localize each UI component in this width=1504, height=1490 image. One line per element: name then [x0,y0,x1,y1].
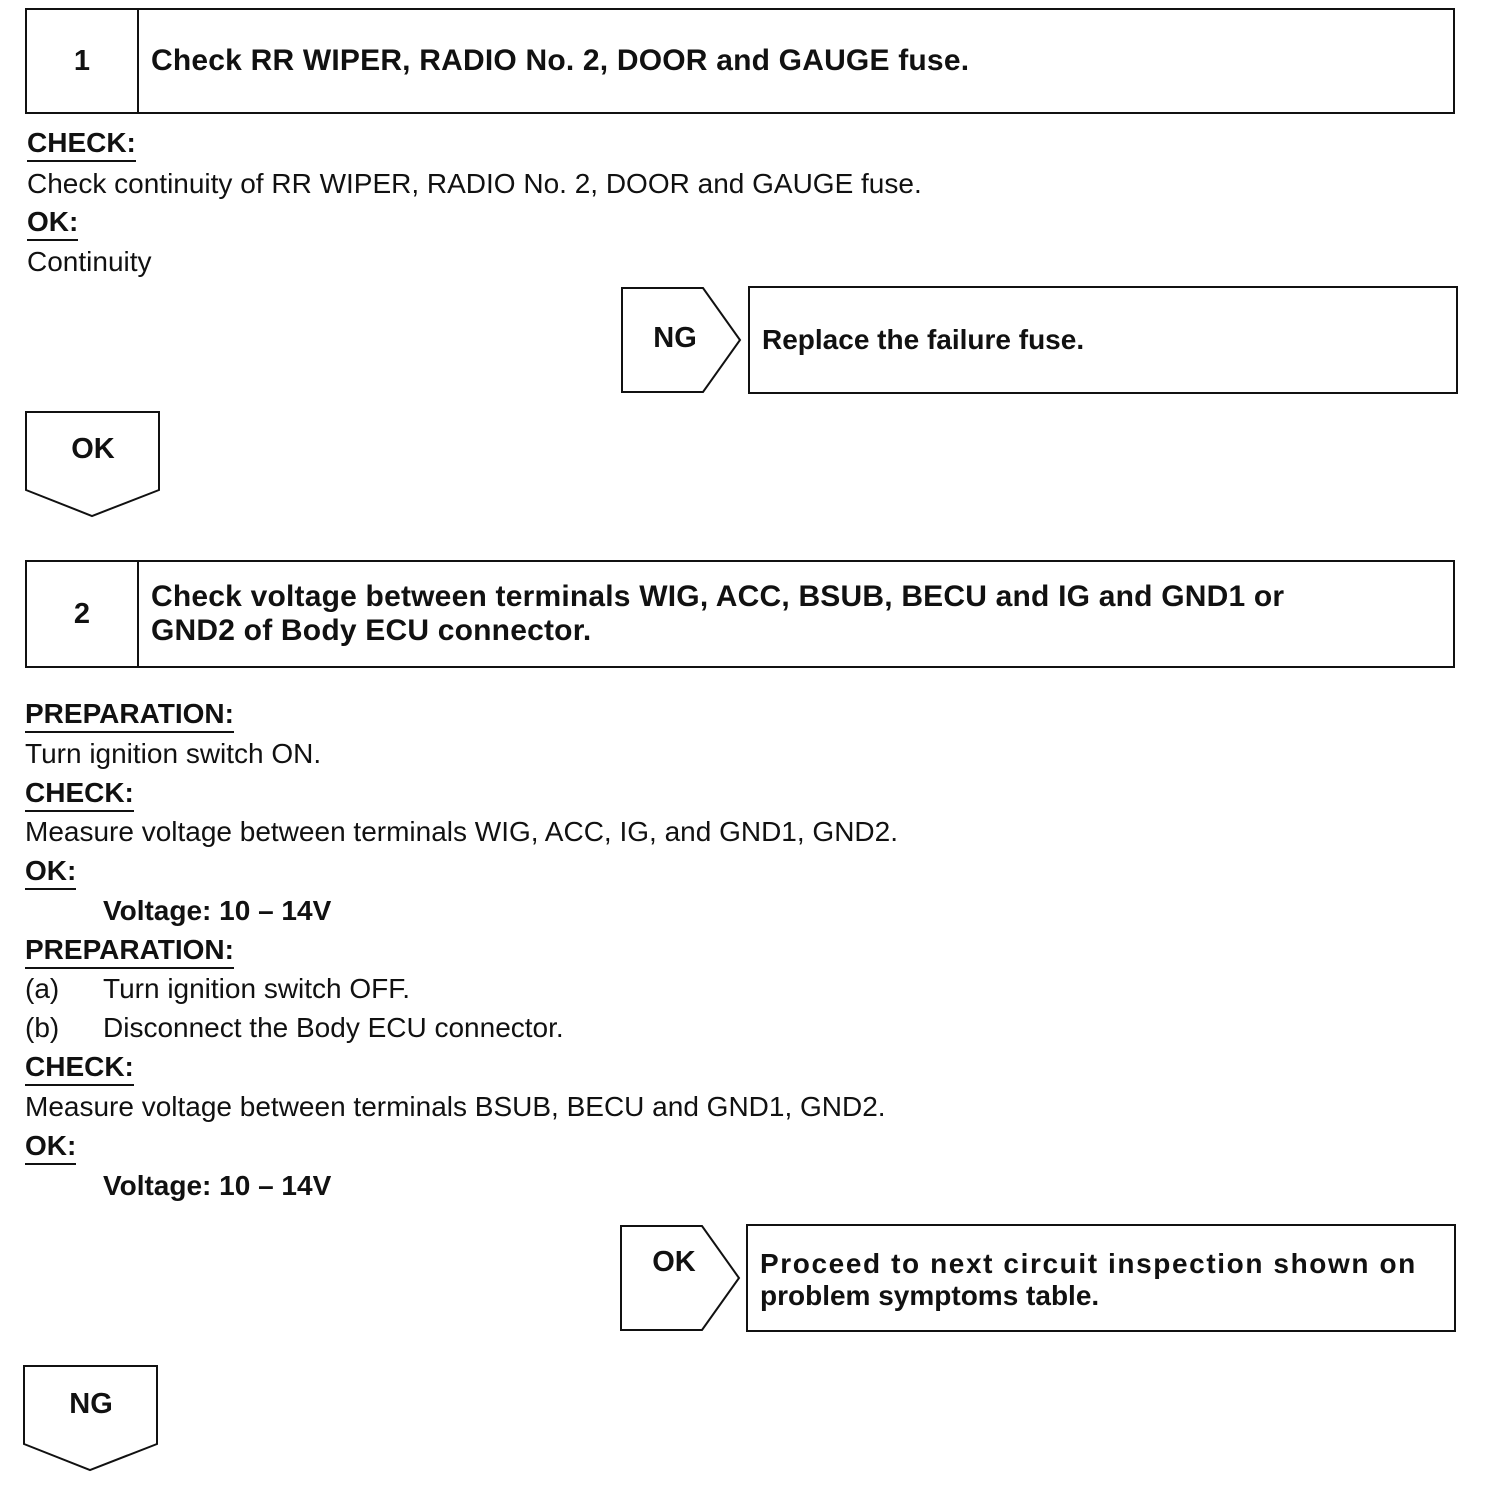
step-1-check-label: CHECK: [27,126,136,162]
step-2-ok1-label: OK: [25,854,76,890]
step-1-ng-action-box [748,286,1458,394]
step-1-ok-label: OK: [27,205,78,241]
step-2-prep2-item-b-marker: (b) [25,1012,60,1043]
step-2-check1-label: CHECK: [25,776,134,812]
step-2-ng-tag-label: NG [69,1388,113,1420]
step-2-ok-action-box [746,1224,1456,1332]
step-2-ok-action-line-1: Proceed to next circuit inspection shown on [760,1248,1417,1279]
step-2-prep1-label: PREPARATION: [25,697,234,733]
step-2-check2-text: Measure voltage between terminals BSUB, BECU and GND1, GND2. [25,1091,886,1122]
step-1-ok-tag-label: OK [71,433,115,465]
step-1-number: 1 [27,10,139,112]
step-2-header [25,560,1455,668]
step-2-ok1-value: Voltage: 10 – 14V [103,895,332,926]
step-2-prep2-item-b-text: Disconnect the Body ECU connector. [103,1012,564,1043]
step-2-prep2-item-a-text: Turn ignition switch OFF. [103,973,411,1004]
step-2-title-line-1: Check voltage between terminals WIG, ACC, BSUB, BECU and IG and GND1 or [151,580,1285,613]
step-2-prep1-text: Turn ignition switch ON. [25,738,322,769]
step-2-ok-tag-label: OK [652,1246,696,1278]
step-1-title: Check RR WIPER, RADIO No. 2, DOOR and GAUGE fuse. [151,44,970,77]
step-2-ok2-value: Voltage: 10 – 14V [103,1170,332,1201]
step-1-ng-action-text: Replace the failure fuse. [762,324,1085,355]
step-2-prep2-item-a-marker: (a) [25,973,60,1004]
step-2-title [139,562,1453,666]
step-1-check-text: Check continuity of RR WIPER, RADIO No. 2, DOOR and GAUGE fuse. [27,168,922,199]
step-2-prep2-label: PREPARATION: [25,933,234,969]
step-2-title-line-2: GND2 of Body ECU connector. [151,614,592,647]
step-2-check2-label: CHECK: [25,1050,134,1086]
step-2-check1-text: Measure voltage between terminals WIG, ACC, IG, and GND1, GND2. [25,816,899,847]
step-2-number: 2 [27,562,139,666]
step-1-header [25,8,1455,114]
step-2-ok2-label: OK: [25,1129,76,1165]
step-1-ok-text: Continuity [27,246,152,277]
step-1-ng-tag-label: NG [653,322,697,354]
step-2-ok-action-line-2: problem symptoms table. [760,1280,1100,1311]
